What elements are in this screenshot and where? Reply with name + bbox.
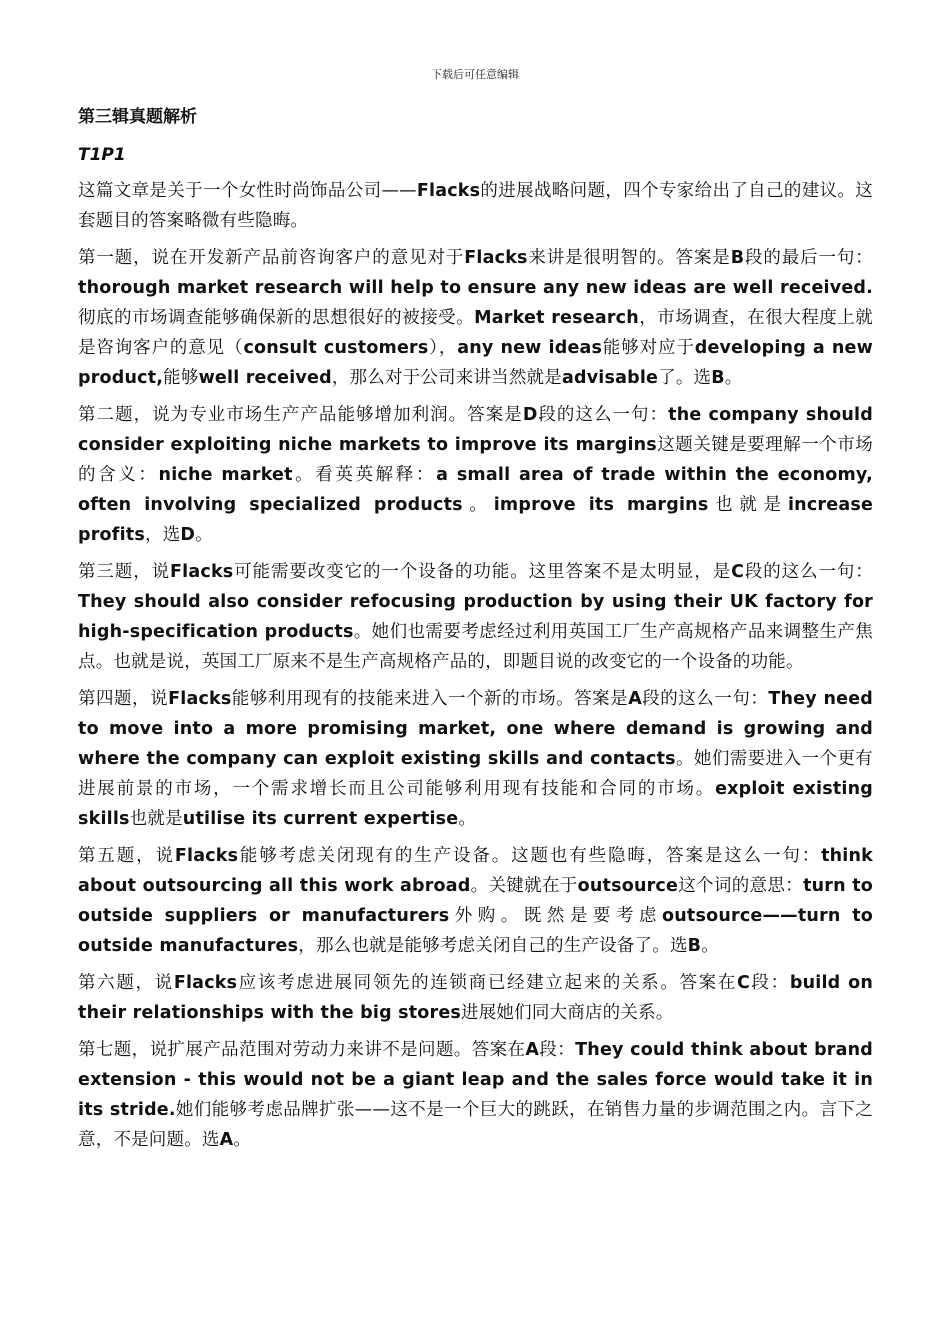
text-run: 的进展战略问题，四个专家给出了自己的建议。这套题目的答案略微有些隐晦。 <box>78 181 873 231</box>
paragraph <box>78 1035 873 1155</box>
text-run: 第四题，说 <box>78 689 169 709</box>
text-run: 段的这么一句： <box>537 405 669 425</box>
bold-text: A <box>525 1040 540 1060</box>
bold-text: advisable <box>561 368 659 388</box>
text-run: 。关键就在于 <box>470 876 578 896</box>
text-run: 了。选 <box>658 368 712 388</box>
bold-text: B <box>730 248 745 268</box>
bold-text: thorough market research will help to ensure any new ideas are well received. <box>78 278 873 298</box>
bold-text: Flacks <box>416 181 481 201</box>
text-run: 。她们需要进入一个更有进展前景的市场，一个需求增长而且公司能够利用现有技能和合同的市场。 <box>78 749 874 799</box>
text-run: ，市场调查，在很大程度上就是咨询客户的意见（ <box>78 308 873 358</box>
text-run: 能够对应于 <box>602 338 695 358</box>
bold-text: A <box>219 1130 234 1150</box>
bold-text: D <box>180 525 196 545</box>
text-run: 。 <box>233 1130 252 1150</box>
text-run: 可能需要改变它的一个设备的功能。这里答案不是太明显，是 <box>233 562 732 582</box>
text-run: 也就是 <box>708 495 788 515</box>
text-run: 外购。既然是要考虑 <box>449 906 663 926</box>
text-run: ，选 <box>144 525 181 545</box>
page-header: 下载后可任意编辑 <box>431 68 519 81</box>
text-run: 第七题，说扩展产品范围对劳动力来讲不是问题。答案在 <box>78 1040 526 1060</box>
text-run: 。 <box>701 936 719 956</box>
bold-text: think about outsourcing all this work abroad <box>78 846 873 896</box>
bold-text: B <box>687 936 702 956</box>
section-subheading: T1P1 <box>78 145 126 165</box>
text-run: 段的这么一句： <box>641 689 769 709</box>
bold-text: niche market <box>158 465 293 485</box>
bold-text: a small area of trade within the economy, often involving specialized products <box>78 465 873 515</box>
text-run: 应该考虑进展同领先的连锁商已经建立起来的关系。答案在 <box>237 973 737 993</box>
text-run: 能够利用现有的技能来进入一个新的市场。答案是 <box>231 689 629 709</box>
paragraph <box>78 968 873 1028</box>
bold-text: build on their relationships with the big stores <box>78 973 874 1023</box>
text-run: 彻底的市场调查能够确保新的思想很好的被接受。 <box>78 308 475 328</box>
bold-text: improve its margins <box>493 495 709 515</box>
bold-text: any new ideas <box>457 338 603 358</box>
text-run: ）， <box>428 338 458 358</box>
bold-text: Market research <box>474 308 639 328</box>
paragraph <box>78 243 873 393</box>
paragraph <box>78 400 873 550</box>
text-run: 第二题，说为专业市场生产产品能够增加利润。答案是 <box>78 405 523 425</box>
bold-text: turn to outside suppliers or manufacturers <box>78 876 874 926</box>
bold-text: B <box>711 368 725 388</box>
bold-text: Flacks <box>168 689 232 709</box>
text-run: 段： <box>539 1040 576 1060</box>
text-run: 段的这么一句： <box>744 562 873 582</box>
text-run: 。她们也需要考虑经过利用英国工厂生产高规格产品来调整生产焦点。也就是说，英国工厂原来不是生产高规格产品的，即题目说的改变它的一个设备的功能。 <box>78 622 873 672</box>
bold-text: They could think about brand extension - this would not be a giant leap and the sales force would take it in its stride. <box>78 1040 874 1120</box>
bold-text: increase profits <box>78 495 874 545</box>
bold-text: Flacks <box>170 562 234 582</box>
text-run: 段： <box>750 973 790 993</box>
text-run: 来讲是很明智的。答案是 <box>527 248 731 268</box>
bold-text: the company should consider exploiting niche markets to improve its margins <box>78 405 873 455</box>
bold-text: consult customers <box>243 338 429 358</box>
bold-text: developing a new product, <box>78 338 873 388</box>
paragraph <box>78 557 873 677</box>
text-run: 这题关键是要理解一个市场的含义： <box>78 435 873 485</box>
section-heading: 第三辑真题解析 <box>78 107 197 127</box>
text-run: 进展她们同大商店的关系。 <box>461 1003 674 1023</box>
text-run: 。 <box>458 809 477 829</box>
bold-text: exploit existing skills <box>78 779 873 829</box>
bold-text: well received <box>198 368 332 388</box>
paragraph <box>78 841 873 961</box>
paragraph <box>78 176 873 236</box>
bold-text: Flacks <box>174 846 239 866</box>
bold-text: outsource——turn to outside manufactures <box>78 906 873 956</box>
text-run: 第五题，说 <box>78 846 175 866</box>
paragraph-list <box>78 176 873 1155</box>
text-run: 这篇文章是关于一个女性时尚饰品公司—— <box>78 181 417 201</box>
text-run: 这个词的意思： <box>678 876 804 896</box>
paragraph <box>78 684 873 834</box>
text-run: 第一题，说在开发新产品前咨询客户的意见对于 <box>78 248 465 268</box>
bold-text: Flacks <box>173 973 238 993</box>
text-run: ，那么对于公司来讲当然就是 <box>331 368 562 388</box>
text-run: ，那么也就是能够考虑关闭自己的生产设备了。选 <box>298 936 688 956</box>
text-run: 能够 <box>163 368 199 388</box>
text-run: 。 <box>462 495 494 515</box>
text-run: 段的最后一句： <box>744 248 874 268</box>
document-body <box>78 104 873 1162</box>
text-run: 第六题，说 <box>78 973 174 993</box>
text-run: 她们能够考虑品牌扩张——这不是一个巨大的跳跃，在销售力量的步调范围之内。言下之意，不是问题。选 <box>78 1100 873 1150</box>
text-run: 能够考虑关闭现有的生产设备。这题也有些隐晦，答案是这么一句： <box>238 846 822 866</box>
text-run: 。 <box>195 525 213 545</box>
bold-text: D <box>522 405 538 425</box>
text-run: 第三题，说 <box>78 562 171 582</box>
text-run: 也就是 <box>129 809 183 829</box>
bold-text: utilise its current expertise <box>182 809 459 829</box>
text-run: 。看英英解释： <box>292 465 437 485</box>
bold-text: C <box>737 973 751 993</box>
bold-text: Flacks <box>464 248 528 268</box>
bold-text: They should also consider refocusing production by using their UK factory for high-specification products <box>78 592 873 642</box>
bold-text: C <box>731 562 745 582</box>
text-run: 。 <box>724 368 743 388</box>
bold-text: A <box>628 689 642 709</box>
bold-text: They need to move into a more promising market, one where demand is growing and where the company can exploit existing skills and contacts <box>78 689 873 769</box>
bold-text: outsource <box>577 876 679 896</box>
